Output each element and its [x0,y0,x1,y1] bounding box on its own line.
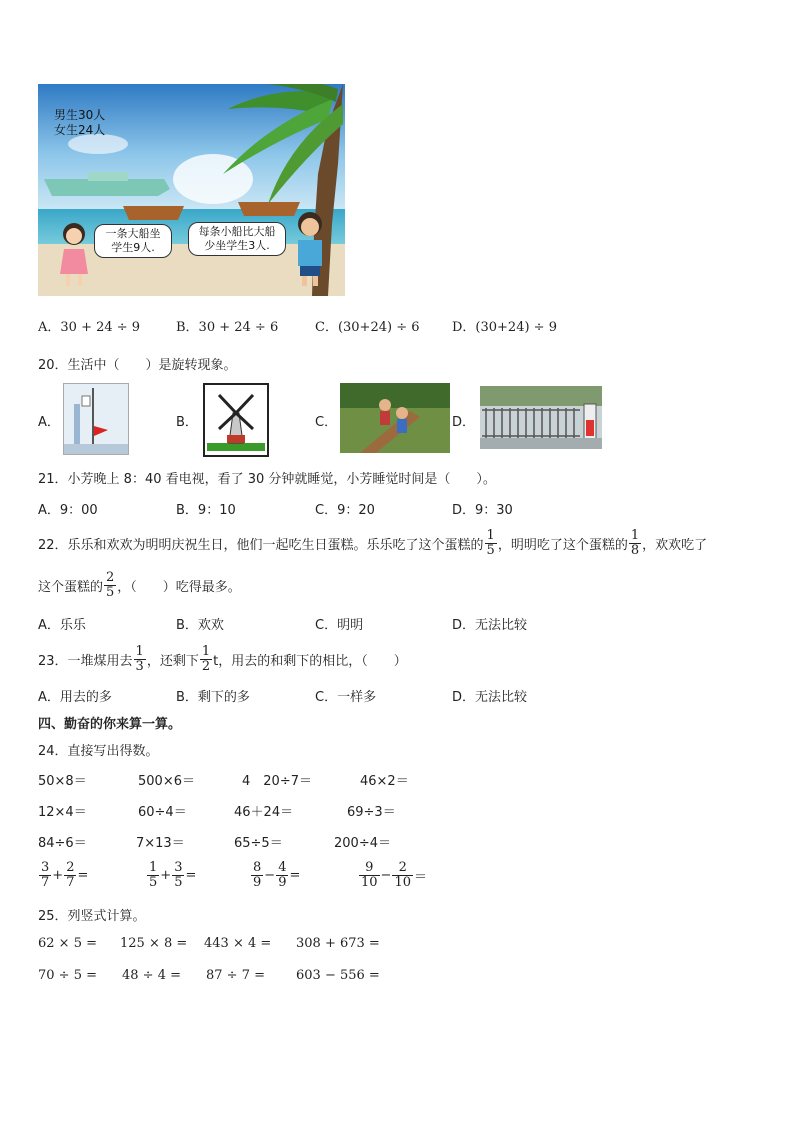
board-line-boys: 男生30人 [54,108,106,122]
q23-stem-c: t，用去的和剩下的相比，（ ） [213,653,407,669]
q24-frac-expr-2 [146,856,196,894]
q20-option-a-label[interactable]: A． [38,415,60,430]
q21-option-c[interactable]: C．9：20 [315,503,375,518]
q24-r3-c4: 200÷4＝ [334,836,391,851]
equals-sign: = [185,867,197,883]
q23-stem-a: 23．一堆煤用去 [38,653,133,669]
operator: + [160,867,172,883]
denominator: 9 [278,874,287,890]
equals-sign: = [77,867,89,883]
numerator: 4 [278,859,287,875]
q23-frac1-numerator: 1 [135,643,144,659]
q25-r2-c2: 48 ÷ 4 = [122,968,181,983]
q24-r3-c1: 84÷6＝ [38,836,87,851]
q25-r2-c4: 603 − 556 = [296,968,380,983]
boy-bubble-line1: 每条小船比大船 [198,225,276,238]
q24-stem: 24．直接写出得数。 [38,744,159,759]
slide-svg [340,383,450,453]
q22-frac1-denominator: 5 [486,542,495,558]
q24-r2-c4: 69÷3＝ [347,805,396,820]
q23-stem-b: ，还剩下 [146,653,199,669]
windmill-image[interactable] [203,383,269,457]
q19-option-c[interactable]: C．(30+24) ÷ 6 [315,320,420,335]
boy-speech-bubble [188,222,286,256]
q25-r1-c1: 62 × 5 = [38,936,97,951]
denominator: 7 [66,874,75,890]
q22-option-d[interactable]: D．无法比较 [452,618,528,633]
numerator: 2 [398,859,407,875]
equals-sign: = [289,867,301,883]
q22-stem-d: 这个蛋糕的 [38,579,104,595]
q22-option-c[interactable]: C．明明 [315,618,364,633]
q22-fraction-lele [485,529,497,558]
board-line-girls: 女生24人 [54,123,106,137]
boy-bubble-line2: 少坐学生3人. [204,239,270,252]
numerator: 3 [174,859,183,875]
beach-boat-illustration [38,84,345,296]
denominator: 5 [174,874,183,890]
numerator: 2 [66,859,75,875]
q22-stem-e: ，（ ）吃得最多。 [117,579,241,595]
q24-frac-expr-4 [358,856,427,894]
q24-r3-c3: 65÷5＝ [234,836,283,851]
q22-stem-line2 [38,566,241,604]
q23-option-b[interactable]: B．剩下的多 [176,690,250,705]
q25-stem: 25．列竖式计算。 [38,909,146,924]
q24-frac-expr-1 [38,856,88,894]
q25-r2-c3: 87 ÷ 7 = [206,968,265,983]
q22-fraction-mingming [629,529,641,558]
q22-fraction-huanhuan [104,571,116,600]
equals-sign: ＝ [414,869,428,885]
gate-svg [480,386,602,449]
q20-option-c-label[interactable]: C． [315,415,338,430]
denominator: 10 [394,874,411,890]
q23-option-a[interactable]: A．用去的多 [38,690,112,705]
q24-f1-a [39,861,51,890]
numerator: 1 [149,859,158,875]
q24-f1-b [64,861,76,890]
q24-r2-c3: 46＋24＝ [234,805,294,820]
denominator: 5 [149,874,158,890]
q25-r1-c3: 443 × 4 = [204,936,272,951]
q19-option-d[interactable]: D．(30+24) ÷ 9 [452,320,557,335]
numerator: 8 [253,859,262,875]
numerator: 9 [365,859,374,875]
denominator: 7 [41,874,50,890]
q23-frac1-denominator: 3 [135,658,144,674]
q22-frac2-denominator: 8 [630,542,640,558]
q22-option-b[interactable]: B．欢欢 [176,618,224,633]
q23-fraction-left [200,645,212,674]
denominator: 9 [253,874,262,890]
q24-r2-c1: 12×4＝ [38,805,87,820]
q21-stem: 21．小芳晚上 8：40 看电视，看了 30 分钟就睡觉，小芳睡觉时间是（ ）。 [38,472,496,487]
q19-option-b[interactable]: B．30 + 24 ÷ 6 [176,320,279,335]
operator: − [264,867,276,883]
q24-f4-a [359,861,380,890]
q22-frac3-numerator: 2 [106,569,115,585]
q24-r3-c2: 7×13＝ [136,836,185,851]
q25-r1-c4: 308 + 673 = [296,936,380,951]
denominator: 10 [361,874,378,890]
q24-frac-expr-3 [250,856,300,894]
q22-stem-c: ，欢欢吃了 [642,537,708,553]
q22-stem-a: 22．乐乐和欢欢为明明庆祝生日，他们一起吃生日蛋糕。乐乐吃了这个蛋糕的 [38,537,484,553]
q24-r1-c1: 50×8＝ [38,774,87,789]
q21-option-b[interactable]: B．9：10 [176,503,236,518]
numerator: 3 [41,859,50,875]
q25-r1-c2: 125 × 8 = [120,936,188,951]
q23-frac2-denominator: 2 [201,658,211,674]
q23-frac2-numerator: 1 [201,643,211,659]
q22-stem-b: ，明明吃了这个蛋糕的 [497,537,628,553]
girl-bubble-line1: 一条大船坐 [105,227,161,240]
q23-option-c[interactable]: C．一样多 [315,690,377,705]
q23-stem [38,640,407,678]
class-count-board [54,108,105,138]
q25-r2-c1: 70 ÷ 5 = [38,968,97,983]
q20-stem: 20．生活中（ ）是旋转现象。 [38,358,237,373]
q23-fraction-used [134,645,146,674]
operator: − [380,867,392,883]
q22-frac3-denominator: 5 [106,584,115,600]
q24-f2-a [147,861,159,890]
q21-option-a[interactable]: A．9：00 [38,503,98,518]
q24-f3-a [251,861,263,890]
q22-stem-line1 [38,524,707,562]
girl-speech-bubble [94,224,172,258]
slide-photo[interactable] [340,383,450,453]
q21-option-d[interactable]: D．9：30 [452,503,513,518]
q19-option-a[interactable]: A．30 + 24 ÷ 9 [38,320,141,335]
q20-option-d-label[interactable]: D． [452,415,476,430]
q24-f3-b [276,861,288,890]
q24-r1-c4: 46×2＝ [360,774,409,789]
section4-title: 四、勤奋的你来算一算。 [38,717,182,732]
q24-r1-c3: 4 20÷7＝ [242,774,312,789]
operator: + [52,867,64,883]
retractable-gate-photo[interactable] [480,386,602,449]
flagpole-image[interactable] [63,383,129,455]
q22-frac2-numerator: 1 [630,527,640,543]
q24-r1-c2: 500×6＝ [138,774,195,789]
q24-f4-b [392,861,413,890]
windmill-svg [205,385,267,455]
q24-r2-c2: 60÷4＝ [138,805,187,820]
q23-option-d[interactable]: D．无法比较 [452,690,528,705]
q24-f2-b [172,861,184,890]
q22-option-a[interactable]: A．乐乐 [38,618,86,633]
q20-option-b-label[interactable]: B． [176,415,198,430]
girl-bubble-line2: 学生9人. [111,241,155,254]
flagpole-svg [64,384,128,454]
q22-frac1-numerator: 1 [486,527,495,543]
